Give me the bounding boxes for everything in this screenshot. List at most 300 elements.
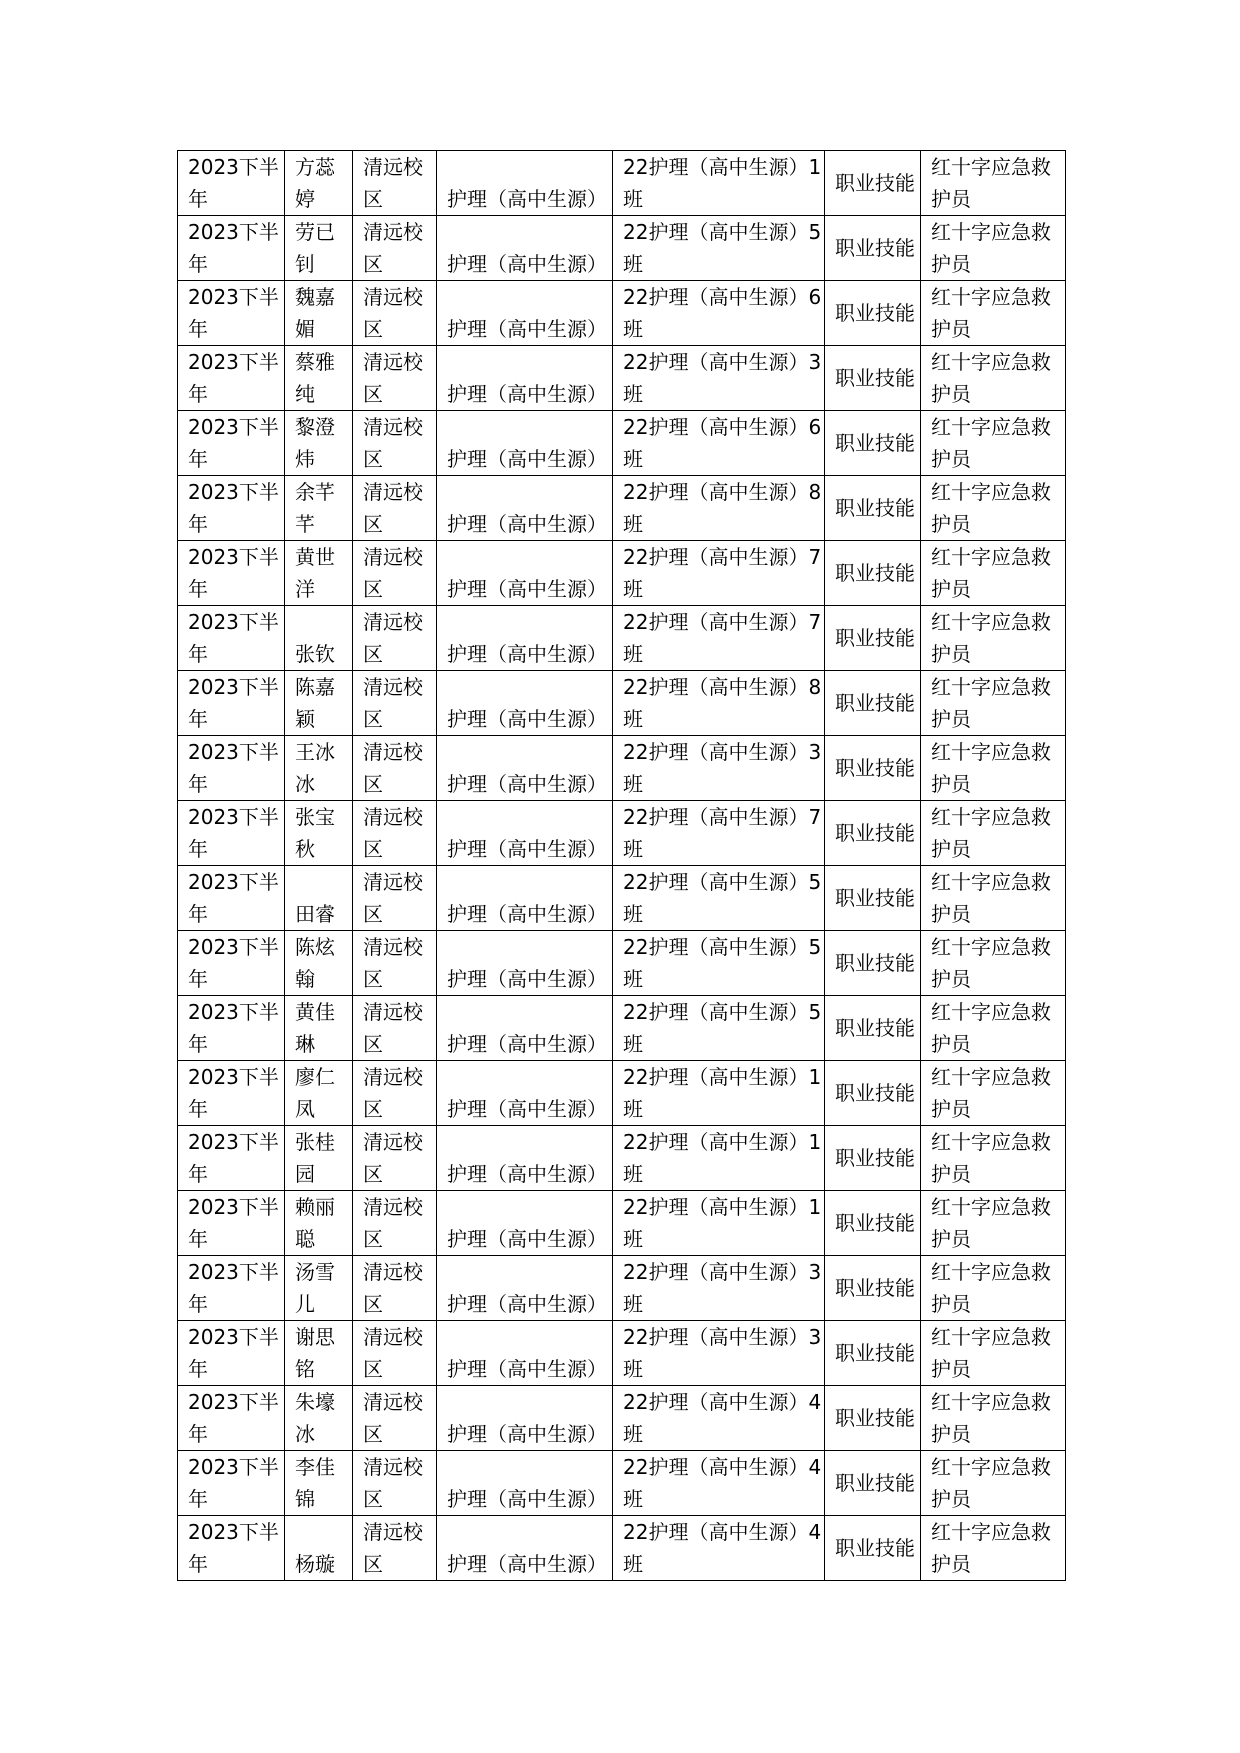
table-row bbox=[178, 606, 1066, 671]
class-cell bbox=[613, 281, 825, 346]
term-cell-text: 2023下半年 bbox=[188, 350, 279, 406]
class-cell-text: 22护理（高中生源）3班 bbox=[623, 350, 822, 406]
major-cell bbox=[437, 476, 613, 541]
certificate-cell bbox=[921, 1451, 1066, 1516]
term-cell-text: 2023下半年 bbox=[188, 1455, 279, 1511]
certificate-cell-text: 红十字应急救护员 bbox=[931, 1455, 1051, 1511]
major-cell bbox=[437, 346, 613, 411]
term-cell-text: 2023下半年 bbox=[188, 545, 279, 601]
class-cell-text: 22护理（高中生源）4班 bbox=[623, 1520, 822, 1576]
term-cell bbox=[178, 1126, 285, 1191]
major-cell-text: 护理（高中生源） bbox=[447, 902, 607, 926]
table-row bbox=[178, 1191, 1066, 1256]
certificate-cell bbox=[921, 996, 1066, 1061]
major-cell-text: 护理（高中生源） bbox=[447, 707, 607, 731]
table-row bbox=[178, 216, 1066, 281]
name-cell bbox=[285, 1126, 353, 1191]
campus-cell bbox=[353, 1321, 437, 1386]
campus-cell-text: 清远校区 bbox=[363, 350, 423, 406]
class-cell-text: 22护理（高中生源）5班 bbox=[623, 935, 822, 991]
major-cell-text: 护理（高中生源） bbox=[447, 1032, 607, 1056]
campus-cell-text: 清远校区 bbox=[363, 740, 423, 796]
major-cell-text: 护理（高中生源） bbox=[447, 1292, 607, 1316]
category-cell bbox=[825, 1386, 921, 1451]
campus-cell bbox=[353, 866, 437, 931]
term-cell bbox=[178, 1061, 285, 1126]
campus-cell-text: 清远校区 bbox=[363, 675, 423, 731]
name-cell bbox=[285, 671, 353, 736]
term-cell bbox=[178, 1451, 285, 1516]
certificate-cell bbox=[921, 1191, 1066, 1256]
category-cell bbox=[825, 1126, 921, 1191]
name-cell bbox=[285, 216, 353, 281]
major-cell bbox=[437, 736, 613, 801]
campus-cell-text: 清远校区 bbox=[363, 285, 423, 341]
table-row bbox=[178, 411, 1066, 476]
campus-cell bbox=[353, 1516, 437, 1581]
campus-cell-text: 清远校区 bbox=[363, 935, 423, 991]
category-cell bbox=[825, 476, 921, 541]
table-row bbox=[178, 541, 1066, 606]
name-cell-text: 谢思铭 bbox=[295, 1325, 335, 1381]
category-cell-text: 职业技能 bbox=[835, 1276, 915, 1300]
name-cell-text: 汤雪儿 bbox=[295, 1260, 335, 1316]
term-cell-text: 2023下半年 bbox=[188, 220, 279, 276]
certificate-cell-text: 红十字应急救护员 bbox=[931, 1520, 1051, 1576]
class-cell-text: 22护理（高中生源）7班 bbox=[623, 610, 822, 666]
class-cell-text: 22护理（高中生源）5班 bbox=[623, 1000, 822, 1056]
campus-cell-text: 清远校区 bbox=[363, 1325, 423, 1381]
major-cell-text: 护理（高中生源） bbox=[447, 382, 607, 406]
class-cell bbox=[613, 1061, 825, 1126]
certificate-cell-text: 红十字应急救护员 bbox=[931, 1065, 1051, 1121]
major-cell-text: 护理（高中生源） bbox=[447, 967, 607, 991]
major-cell bbox=[437, 1321, 613, 1386]
name-cell-text: 赖丽聪 bbox=[295, 1195, 335, 1251]
table-row bbox=[178, 1126, 1066, 1191]
category-cell bbox=[825, 736, 921, 801]
class-cell-text: 22护理（高中生源）6班 bbox=[623, 285, 822, 341]
name-cell bbox=[285, 541, 353, 606]
category-cell bbox=[825, 671, 921, 736]
category-cell-text: 职业技能 bbox=[835, 1081, 915, 1105]
term-cell-text: 2023下半年 bbox=[188, 870, 279, 926]
class-cell-text: 22护理（高中生源）1班 bbox=[623, 1130, 822, 1186]
category-cell-text: 职业技能 bbox=[835, 236, 915, 260]
campus-cell bbox=[353, 1191, 437, 1256]
table-row bbox=[178, 996, 1066, 1061]
name-cell bbox=[285, 801, 353, 866]
term-cell bbox=[178, 151, 285, 216]
term-cell bbox=[178, 1321, 285, 1386]
campus-cell bbox=[353, 1451, 437, 1516]
class-cell-text: 22护理（高中生源）5班 bbox=[623, 220, 822, 276]
certificate-cell bbox=[921, 866, 1066, 931]
certificate-cell bbox=[921, 1516, 1066, 1581]
category-cell bbox=[825, 801, 921, 866]
major-cell-text: 护理（高中生源） bbox=[447, 642, 607, 666]
certificate-cell bbox=[921, 541, 1066, 606]
table-row bbox=[178, 151, 1066, 216]
term-cell bbox=[178, 606, 285, 671]
name-cell bbox=[285, 606, 353, 671]
major-cell-text: 护理（高中生源） bbox=[447, 512, 607, 536]
category-cell-text: 职业技能 bbox=[835, 951, 915, 975]
table-row bbox=[178, 1386, 1066, 1451]
campus-cell bbox=[353, 736, 437, 801]
category-cell bbox=[825, 1061, 921, 1126]
class-cell-text: 22护理（高中生源）3班 bbox=[623, 1325, 822, 1381]
class-cell bbox=[613, 411, 825, 476]
class-cell bbox=[613, 1451, 825, 1516]
certificate-cell-text: 红十字应急救护员 bbox=[931, 1000, 1051, 1056]
name-cell bbox=[285, 281, 353, 346]
name-cell-text: 张钦 bbox=[295, 642, 335, 666]
term-cell bbox=[178, 866, 285, 931]
category-cell bbox=[825, 866, 921, 931]
major-cell-text: 护理（高中生源） bbox=[447, 772, 607, 796]
category-cell-text: 职业技能 bbox=[835, 691, 915, 715]
table-row bbox=[178, 736, 1066, 801]
certificate-cell-text: 红十字应急救护员 bbox=[931, 285, 1051, 341]
campus-cell-text: 清远校区 bbox=[363, 610, 423, 666]
category-cell-text: 职业技能 bbox=[835, 431, 915, 455]
campus-cell bbox=[353, 281, 437, 346]
name-cell-text: 黎澄炜 bbox=[295, 415, 335, 471]
campus-cell bbox=[353, 671, 437, 736]
category-cell bbox=[825, 1516, 921, 1581]
campus-cell-text: 清远校区 bbox=[363, 805, 423, 861]
class-cell bbox=[613, 1386, 825, 1451]
class-cell bbox=[613, 216, 825, 281]
term-cell bbox=[178, 1386, 285, 1451]
campus-cell bbox=[353, 606, 437, 671]
table-row bbox=[178, 801, 1066, 866]
category-cell-text: 职业技能 bbox=[835, 821, 915, 845]
name-cell bbox=[285, 1191, 353, 1256]
category-cell-text: 职业技能 bbox=[835, 171, 915, 195]
category-cell-text: 职业技能 bbox=[835, 301, 915, 325]
class-cell bbox=[613, 671, 825, 736]
class-cell-text: 22护理（高中生源）3班 bbox=[623, 740, 822, 796]
campus-cell bbox=[353, 541, 437, 606]
term-cell-text: 2023下半年 bbox=[188, 805, 279, 861]
certificate-cell bbox=[921, 346, 1066, 411]
certificate-cell bbox=[921, 476, 1066, 541]
name-cell-text: 王冰冰 bbox=[295, 740, 335, 796]
term-cell bbox=[178, 411, 285, 476]
campus-cell bbox=[353, 1061, 437, 1126]
class-cell bbox=[613, 1191, 825, 1256]
name-cell-text: 张桂园 bbox=[295, 1130, 335, 1186]
term-cell bbox=[178, 1191, 285, 1256]
class-cell bbox=[613, 1321, 825, 1386]
term-cell bbox=[178, 476, 285, 541]
certificate-cell bbox=[921, 216, 1066, 281]
term-cell bbox=[178, 346, 285, 411]
major-cell bbox=[437, 1061, 613, 1126]
table-row bbox=[178, 866, 1066, 931]
class-cell-text: 22护理（高中生源）1班 bbox=[623, 155, 822, 211]
term-cell-text: 2023下半年 bbox=[188, 285, 279, 341]
class-cell-text: 22护理（高中生源）4班 bbox=[623, 1390, 822, 1446]
class-cell-text: 22护理（高中生源）1班 bbox=[623, 1065, 822, 1121]
term-cell-text: 2023下半年 bbox=[188, 740, 279, 796]
term-cell-text: 2023下半年 bbox=[188, 1390, 279, 1446]
category-cell bbox=[825, 996, 921, 1061]
table-row bbox=[178, 346, 1066, 411]
term-cell-text: 2023下半年 bbox=[188, 610, 279, 666]
table-row bbox=[178, 476, 1066, 541]
name-cell bbox=[285, 476, 353, 541]
major-cell bbox=[437, 216, 613, 281]
name-cell bbox=[285, 866, 353, 931]
category-cell bbox=[825, 216, 921, 281]
class-cell bbox=[613, 931, 825, 996]
major-cell bbox=[437, 541, 613, 606]
term-cell bbox=[178, 671, 285, 736]
campus-cell-text: 清远校区 bbox=[363, 155, 423, 211]
major-cell bbox=[437, 1386, 613, 1451]
certificate-cell-text: 红十字应急救护员 bbox=[931, 545, 1051, 601]
table-row bbox=[178, 1061, 1066, 1126]
campus-cell bbox=[353, 411, 437, 476]
certificate-cell bbox=[921, 931, 1066, 996]
certificate-cell bbox=[921, 1321, 1066, 1386]
major-cell-text: 护理（高中生源） bbox=[447, 252, 607, 276]
major-cell bbox=[437, 606, 613, 671]
campus-cell-text: 清远校区 bbox=[363, 1195, 423, 1251]
term-cell-text: 2023下半年 bbox=[188, 935, 279, 991]
table-row bbox=[178, 281, 1066, 346]
certificate-cell-text: 红十字应急救护员 bbox=[931, 1260, 1051, 1316]
category-cell-text: 职业技能 bbox=[835, 1016, 915, 1040]
category-cell bbox=[825, 1451, 921, 1516]
certificate-cell-text: 红十字应急救护员 bbox=[931, 350, 1051, 406]
class-cell-text: 22护理（高中生源）7班 bbox=[623, 545, 822, 601]
name-cell-text: 黄佳琳 bbox=[295, 1000, 335, 1056]
major-cell bbox=[437, 931, 613, 996]
major-cell bbox=[437, 996, 613, 1061]
category-cell bbox=[825, 411, 921, 476]
table-row bbox=[178, 931, 1066, 996]
name-cell bbox=[285, 1256, 353, 1321]
campus-cell bbox=[353, 801, 437, 866]
category-cell bbox=[825, 931, 921, 996]
name-cell-text: 陈嘉颖 bbox=[295, 675, 335, 731]
name-cell-text: 魏嘉媚 bbox=[295, 285, 335, 341]
certificate-cell bbox=[921, 1256, 1066, 1321]
name-cell bbox=[285, 1451, 353, 1516]
certificate-cell-text: 红十字应急救护员 bbox=[931, 740, 1051, 796]
name-cell-text: 李佳锦 bbox=[295, 1455, 335, 1511]
term-cell bbox=[178, 541, 285, 606]
major-cell-text: 护理（高中生源） bbox=[447, 447, 607, 471]
term-cell-text: 2023下半年 bbox=[188, 1065, 279, 1121]
name-cell bbox=[285, 1061, 353, 1126]
campus-cell-text: 清远校区 bbox=[363, 1455, 423, 1511]
certificate-cell bbox=[921, 411, 1066, 476]
certificate-cell-text: 红十字应急救护员 bbox=[931, 675, 1051, 731]
class-cell-text: 22护理（高中生源）6班 bbox=[623, 415, 822, 471]
campus-cell bbox=[353, 1386, 437, 1451]
major-cell bbox=[437, 1516, 613, 1581]
name-cell-text: 方蕊婷 bbox=[295, 155, 335, 211]
class-cell-text: 22护理（高中生源）3班 bbox=[623, 1260, 822, 1316]
certificate-cell-text: 红十字应急救护员 bbox=[931, 805, 1051, 861]
term-cell-text: 2023下半年 bbox=[188, 1195, 279, 1251]
class-cell bbox=[613, 541, 825, 606]
term-cell-text: 2023下半年 bbox=[188, 1130, 279, 1186]
table-body bbox=[178, 151, 1066, 1581]
major-cell-text: 护理（高中生源） bbox=[447, 1422, 607, 1446]
term-cell-text: 2023下半年 bbox=[188, 480, 279, 536]
campus-cell-text: 清远校区 bbox=[363, 220, 423, 276]
class-cell-text: 22护理（高中生源）5班 bbox=[623, 870, 822, 926]
campus-cell bbox=[353, 476, 437, 541]
campus-cell-text: 清远校区 bbox=[363, 1065, 423, 1121]
campus-cell bbox=[353, 216, 437, 281]
major-cell bbox=[437, 1256, 613, 1321]
table-row bbox=[178, 671, 1066, 736]
term-cell-text: 2023下半年 bbox=[188, 415, 279, 471]
name-cell-text: 杨璇 bbox=[295, 1552, 335, 1576]
term-cell bbox=[178, 1256, 285, 1321]
major-cell-text: 护理（高中生源） bbox=[447, 1487, 607, 1511]
certificate-cell-text: 红十字应急救护员 bbox=[931, 1195, 1051, 1251]
major-cell bbox=[437, 281, 613, 346]
class-cell-text: 22护理（高中生源）4班 bbox=[623, 1455, 822, 1511]
term-cell-text: 2023下半年 bbox=[188, 1260, 279, 1316]
certificate-cell-text: 红十字应急救护员 bbox=[931, 480, 1051, 536]
class-cell bbox=[613, 476, 825, 541]
certificate-cell-text: 红十字应急救护员 bbox=[931, 155, 1051, 211]
certificate-cell bbox=[921, 736, 1066, 801]
major-cell bbox=[437, 1451, 613, 1516]
name-cell bbox=[285, 1516, 353, 1581]
major-cell-text: 护理（高中生源） bbox=[447, 187, 607, 211]
name-cell-text: 朱壕冰 bbox=[295, 1390, 335, 1446]
name-cell bbox=[285, 151, 353, 216]
campus-cell-text: 清远校区 bbox=[363, 1520, 423, 1576]
class-cell bbox=[613, 801, 825, 866]
certificate-cell bbox=[921, 606, 1066, 671]
category-cell-text: 职业技能 bbox=[835, 1211, 915, 1235]
category-cell bbox=[825, 541, 921, 606]
class-cell bbox=[613, 606, 825, 671]
name-cell bbox=[285, 931, 353, 996]
class-cell bbox=[613, 996, 825, 1061]
term-cell-text: 2023下半年 bbox=[188, 1000, 279, 1056]
campus-cell bbox=[353, 151, 437, 216]
major-cell bbox=[437, 1126, 613, 1191]
major-cell-text: 护理（高中生源） bbox=[447, 1357, 607, 1381]
name-cell bbox=[285, 736, 353, 801]
campus-cell bbox=[353, 996, 437, 1061]
term-cell-text: 2023下半年 bbox=[188, 675, 279, 731]
class-cell bbox=[613, 1256, 825, 1321]
major-cell-text: 护理（高中生源） bbox=[447, 1097, 607, 1121]
certificate-cell-text: 红十字应急救护员 bbox=[931, 220, 1051, 276]
class-cell bbox=[613, 151, 825, 216]
certificate-table bbox=[177, 150, 1066, 1581]
campus-cell bbox=[353, 346, 437, 411]
term-cell-text: 2023下半年 bbox=[188, 1520, 279, 1576]
term-cell bbox=[178, 1516, 285, 1581]
campus-cell-text: 清远校区 bbox=[363, 1390, 423, 1446]
table-row bbox=[178, 1321, 1066, 1386]
major-cell bbox=[437, 866, 613, 931]
campus-cell-text: 清远校区 bbox=[363, 870, 423, 926]
certificate-cell-text: 红十字应急救护员 bbox=[931, 610, 1051, 666]
table-row bbox=[178, 1256, 1066, 1321]
major-cell bbox=[437, 151, 613, 216]
category-cell-text: 职业技能 bbox=[835, 886, 915, 910]
category-cell-text: 职业技能 bbox=[835, 366, 915, 390]
name-cell bbox=[285, 346, 353, 411]
certificate-cell bbox=[921, 281, 1066, 346]
name-cell-text: 廖仁凤 bbox=[295, 1065, 335, 1121]
term-cell bbox=[178, 996, 285, 1061]
certificate-cell-text: 红十字应急救护员 bbox=[931, 1325, 1051, 1381]
name-cell-text: 余芊芊 bbox=[295, 480, 335, 536]
campus-cell-text: 清远校区 bbox=[363, 1000, 423, 1056]
category-cell bbox=[825, 346, 921, 411]
certificate-cell-text: 红十字应急救护员 bbox=[931, 935, 1051, 991]
major-cell-text: 护理（高中生源） bbox=[447, 1227, 607, 1251]
class-cell bbox=[613, 736, 825, 801]
class-cell-text: 22护理（高中生源）7班 bbox=[623, 805, 822, 861]
name-cell bbox=[285, 1386, 353, 1451]
major-cell-text: 护理（高中生源） bbox=[447, 577, 607, 601]
class-cell bbox=[613, 346, 825, 411]
campus-cell-text: 清远校区 bbox=[363, 480, 423, 536]
table-row bbox=[178, 1516, 1066, 1581]
campus-cell bbox=[353, 931, 437, 996]
term-cell-text: 2023下半年 bbox=[188, 1325, 279, 1381]
name-cell-text: 陈炫翰 bbox=[295, 935, 335, 991]
campus-cell bbox=[353, 1126, 437, 1191]
class-cell bbox=[613, 1126, 825, 1191]
category-cell-text: 职业技能 bbox=[835, 496, 915, 520]
major-cell-text: 护理（高中生源） bbox=[447, 1552, 607, 1576]
name-cell-text: 黄世洋 bbox=[295, 545, 335, 601]
certificate-cell bbox=[921, 801, 1066, 866]
term-cell-text: 2023下半年 bbox=[188, 155, 279, 211]
name-cell-text: 蔡雅纯 bbox=[295, 350, 335, 406]
certificate-cell bbox=[921, 1386, 1066, 1451]
campus-cell-text: 清远校区 bbox=[363, 1130, 423, 1186]
term-cell bbox=[178, 931, 285, 996]
category-cell bbox=[825, 606, 921, 671]
category-cell bbox=[825, 151, 921, 216]
class-cell bbox=[613, 1516, 825, 1581]
major-cell-text: 护理（高中生源） bbox=[447, 317, 607, 341]
category-cell-text: 职业技能 bbox=[835, 756, 915, 780]
category-cell bbox=[825, 1321, 921, 1386]
certificate-cell-text: 红十字应急救护员 bbox=[931, 1130, 1051, 1186]
certificate-cell bbox=[921, 1126, 1066, 1191]
major-cell bbox=[437, 411, 613, 476]
certificate-cell bbox=[921, 671, 1066, 736]
name-cell bbox=[285, 1321, 353, 1386]
name-cell bbox=[285, 411, 353, 476]
major-cell bbox=[437, 671, 613, 736]
certificate-cell bbox=[921, 151, 1066, 216]
major-cell-text: 护理（高中生源） bbox=[447, 837, 607, 861]
name-cell-text: 田睿 bbox=[295, 902, 335, 926]
campus-cell bbox=[353, 1256, 437, 1321]
